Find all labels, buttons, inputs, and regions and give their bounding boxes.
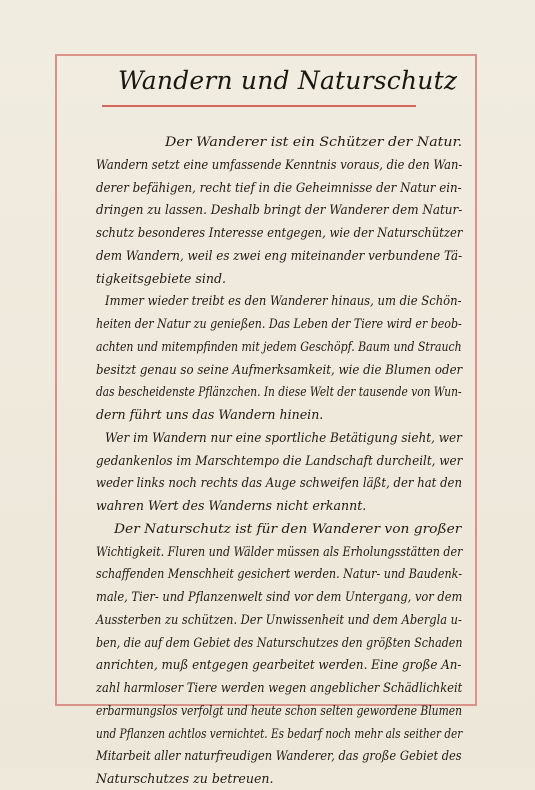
text-line: Naturschutzes zu betreuen.: [96, 771, 274, 786]
text-line: Wandern setzt eine umfassende Kenntnis voraus, die den Wan-: [96, 156, 463, 172]
text-line: derer befähigen, recht tief in die Geheimnisse der Natur ein-: [96, 179, 462, 195]
text-line: gedankenlos im Marschtempo die Landschaft durcheilt, wer: [96, 452, 463, 468]
text-line: Mitarbeit aller naturfreudigen Wanderer, das große Gebiet des: [96, 748, 462, 764]
text-line: Immer wieder treibt es den Wanderer hinaus, um die Schön-: [105, 293, 462, 309]
text-line: weder links noch rechts das Auge schweifen läßt, der hat den: [96, 475, 462, 491]
text-line: wahren Wert des Wanderns nicht erkannt.: [96, 498, 367, 513]
text-line: schaffenden Menschheit gesichert werden. Natur- und Baudenk-: [96, 566, 462, 582]
text-line: achten und mitempfinden mit jedem Geschöpf. Baum und Strauch: [96, 338, 462, 354]
text-line: tigkeitsgebiete sind.: [96, 270, 227, 286]
text-line: erbarmungslos verfolgt und heute schon selten gewordene Blumen: [96, 702, 462, 718]
text-line: anrichten, muß entgegen gearbeitet werden. Eine große An-: [96, 657, 462, 673]
text-line: Wer im Wandern nur eine sportliche Betätigung sieht, wer: [105, 429, 462, 445]
text-line: Wichtigkeit. Fluren und Wälder müssen als Erholungsstätten der: [96, 543, 463, 559]
text-line: male, Tier- und Pflanzenwelt sind vor dem Untergang, vor dem: [96, 589, 463, 604]
text-line: Der Naturschutz ist für den Wanderer von großer: [114, 520, 462, 536]
text-line: zahl harmloser Tiere werden wegen angeblicher Schädlichkeit: [96, 680, 463, 695]
text-line: Der Wanderer ist ein Schützer der Natur.: [165, 134, 463, 149]
text-line: schutz besonderes Interesse entgegen, wie der Naturschützer: [96, 225, 463, 240]
text-line: dern führt uns das Wandern hinein.: [96, 407, 324, 422]
text-line: dringen zu lassen. Deshalb bringt der Wanderer dem Natur-: [96, 202, 463, 218]
text-line: das bescheidenste Pflänzchen. In diese Welt der tausende von Wun-: [96, 384, 462, 400]
text-line: und Pflanzen achtlos vernichtet. Es bedarf noch mehr als seither der: [96, 725, 463, 741]
text-line: ben, die auf dem Gebiet des Naturschutzes den größten Schaden: [96, 634, 463, 650]
text-line: besitzt genau so seine Aufmerksamkeit, wie die Blumen oder: [96, 361, 463, 377]
page-title: Wandern und Naturschutz: [118, 66, 458, 95]
text-line: dem Wandern, weil es zwei eng miteinander verbundene Tä-: [96, 247, 463, 263]
text-line: Aussterben zu schützen. Der Unwissenheit und dem Abergla u-: [96, 611, 462, 627]
text-line: heiten der Natur zu genießen. Das Leben der Tiere wird er beob-: [96, 316, 462, 331]
